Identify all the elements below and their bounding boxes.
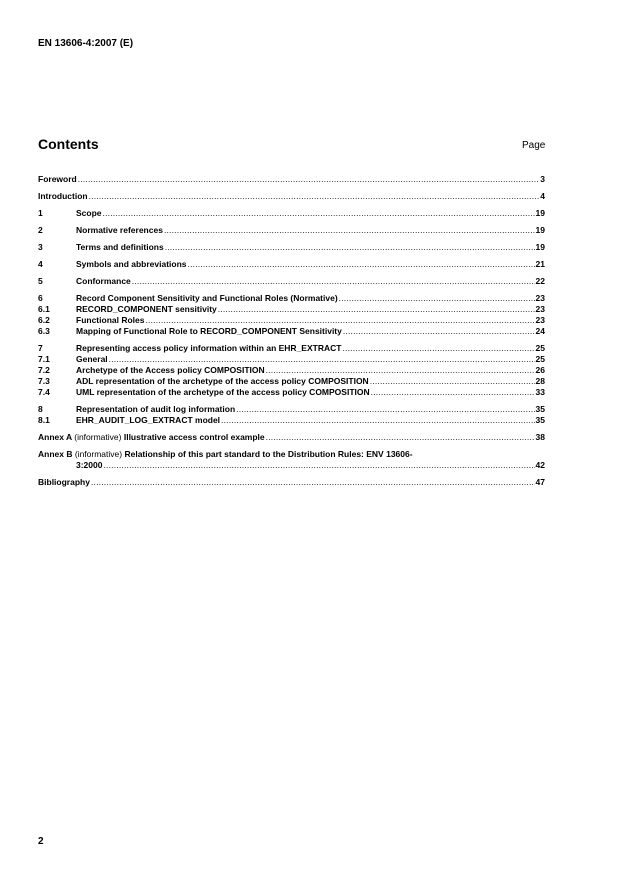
toc-page: 35	[535, 415, 545, 425]
leader-dots	[236, 404, 534, 415]
toc-title: ADL representation of the archetype of the access policy COMPOSITION	[76, 376, 369, 386]
toc-number: 6	[38, 293, 43, 303]
toc-page: 28	[535, 376, 545, 386]
toc-entry-7-1[interactable]	[38, 354, 545, 365]
toc-title: Terms and definitions	[76, 242, 164, 252]
toc-title: Foreword	[38, 174, 77, 184]
toc-entry-4[interactable]	[38, 259, 545, 270]
toc-number: 7	[38, 343, 43, 353]
toc-entry-annex-a[interactable]	[38, 432, 545, 443]
contents-title: Contents	[38, 136, 99, 152]
toc-entry-foreword[interactable]	[38, 174, 545, 185]
toc-number: 8.1	[38, 415, 50, 425]
toc-entry-annex-b-cont[interactable]	[38, 460, 545, 471]
toc-page: 35	[535, 404, 545, 414]
toc-number: 7.2	[38, 365, 50, 375]
toc-title: Functional Roles	[76, 315, 145, 325]
toc-page: 22	[535, 276, 545, 286]
toc-title: Representing access policy information within an EHR_EXTRACT	[76, 343, 342, 353]
page-column-label: Page	[522, 140, 546, 151]
toc-page: 23	[535, 293, 545, 303]
toc-page: 19	[535, 242, 545, 252]
toc-entry-2[interactable]	[38, 225, 545, 236]
toc-title: Record Component Sensitivity and Functional Roles (Normative)	[76, 293, 338, 303]
toc-page: 33	[535, 387, 545, 397]
toc-title: Normative references	[76, 225, 163, 235]
leader-dots	[132, 276, 535, 287]
toc-title: UML representation of the archetype of the access policy COMPOSITION	[76, 387, 370, 397]
toc-page: 42	[535, 460, 545, 470]
annex-type: (informative)	[74, 432, 122, 442]
leader-dots	[371, 387, 535, 398]
leader-dots	[89, 191, 540, 202]
toc-entry-6-1[interactable]	[38, 304, 545, 315]
toc-page: 4	[540, 191, 545, 201]
leader-dots	[266, 365, 535, 376]
leader-dots	[91, 477, 535, 488]
document-id: EN 13606-4:2007 (E)	[38, 38, 134, 49]
annex-label: Annex B	[38, 449, 73, 459]
annex-title: Illustrative access control example	[123, 432, 265, 442]
toc-number: 1	[38, 208, 43, 218]
leader-dots	[164, 225, 535, 236]
toc-number: 6.1	[38, 304, 50, 314]
toc-entry-5[interactable]	[38, 276, 545, 287]
annex-title: Relationship of this part standard to the Distribution Rules: ENV 13606-	[124, 449, 413, 459]
toc-title: Scope	[76, 208, 102, 218]
toc-title	[38, 432, 265, 443]
leader-dots	[343, 326, 535, 337]
toc-number: 7.4	[38, 387, 50, 397]
toc-page: 3	[540, 174, 545, 184]
toc-entry-7-2[interactable]	[38, 365, 545, 376]
toc-page: 21	[535, 259, 545, 269]
toc-number: 6.3	[38, 326, 50, 336]
toc-entry-3[interactable]	[38, 242, 545, 253]
leader-dots	[188, 259, 535, 270]
toc-entry-6-3[interactable]	[38, 326, 545, 337]
toc-entry-8[interactable]	[38, 404, 545, 415]
toc-page: 25	[535, 354, 545, 364]
leader-dots	[218, 304, 535, 315]
toc-title: Mapping of Functional Role to RECORD_COMPONENT Sensitivity	[76, 326, 342, 336]
toc-number: 3	[38, 242, 43, 252]
annex-label: Annex A	[38, 432, 72, 442]
toc-number: 6.2	[38, 315, 50, 325]
toc-entry-6-2[interactable]	[38, 315, 545, 326]
toc-title	[38, 449, 413, 460]
toc-entry-7-4[interactable]	[38, 387, 545, 398]
toc-entry-6[interactable]	[38, 293, 545, 304]
leader-dots	[103, 460, 534, 471]
annex-type: (informative)	[74, 449, 123, 459]
toc-number: 7.3	[38, 376, 50, 386]
toc-page: 19	[535, 208, 545, 218]
leader-dots	[103, 208, 535, 219]
toc-number: 7.1	[38, 354, 50, 364]
leader-dots	[221, 415, 534, 426]
leader-dots	[165, 242, 535, 253]
leader-dots	[266, 432, 535, 443]
toc-entry-bibliography[interactable]	[38, 477, 545, 488]
toc-page: 19	[535, 225, 545, 235]
toc-number: 8	[38, 404, 43, 414]
leader-dots	[78, 174, 540, 185]
toc-title: General	[76, 354, 108, 364]
toc-page: 24	[535, 326, 545, 336]
leader-dots	[109, 354, 535, 365]
toc-entry-7[interactable]	[38, 343, 545, 354]
annex-title-continued: 3:2000	[76, 460, 103, 470]
toc-title: EHR_AUDIT_LOG_EXTRACT model	[76, 415, 221, 425]
toc-title: Conformance	[76, 276, 131, 286]
toc-page: 38	[535, 432, 545, 442]
toc-title: Bibliography	[38, 477, 90, 487]
toc-entry-1[interactable]	[38, 208, 545, 219]
toc-number: 2	[38, 225, 43, 235]
toc-title: Introduction	[38, 191, 88, 201]
leader-dots	[145, 315, 534, 326]
toc-page: 23	[535, 304, 545, 314]
toc-title: Representation of audit log information	[76, 404, 236, 414]
toc-entry-7-3[interactable]	[38, 376, 545, 387]
leader-dots	[339, 293, 535, 304]
toc-number: 5	[38, 276, 43, 286]
leader-dots	[342, 343, 534, 354]
toc-entry-introduction[interactable]	[38, 191, 545, 202]
toc-page: 25	[535, 343, 545, 353]
page-number: 2	[38, 836, 44, 847]
toc-page: 47	[535, 477, 545, 487]
toc-entry-8-1[interactable]	[38, 415, 545, 426]
toc-title: Archetype of the Access policy COMPOSITION	[76, 365, 265, 375]
toc-number: 4	[38, 259, 43, 269]
table-of-contents	[38, 174, 545, 488]
toc-page: 23	[535, 315, 545, 325]
leader-dots	[370, 376, 535, 387]
toc-page: 26	[535, 365, 545, 375]
toc-entry-annex-b[interactable]	[38, 449, 545, 460]
toc-title: Symbols and abbreviations	[76, 259, 187, 269]
toc-title: RECORD_COMPONENT sensitivity	[76, 304, 217, 314]
